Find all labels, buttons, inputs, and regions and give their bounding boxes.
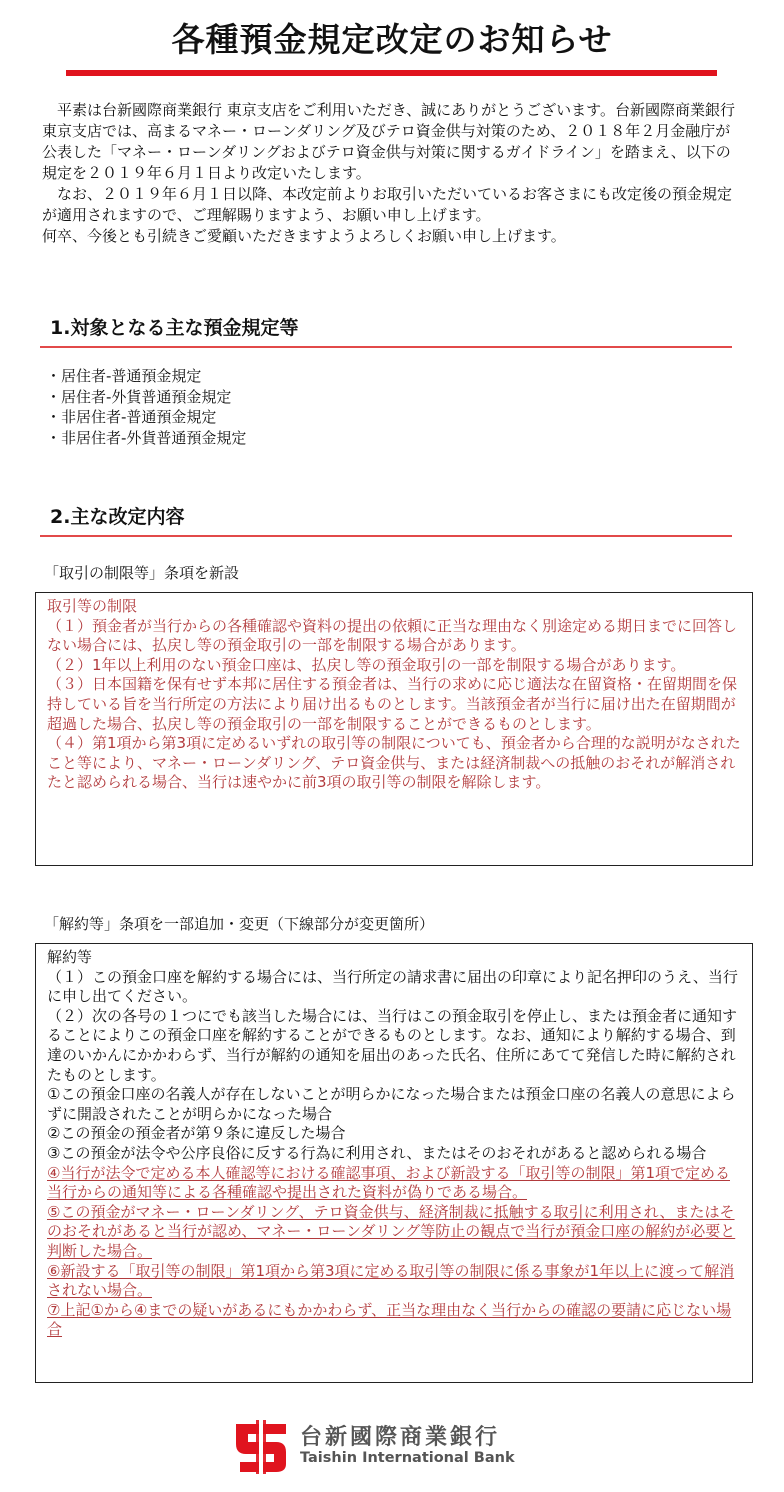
clause-2-paragraph: （２）次の各号の１つにでも該当した場合には、当行はこの預金取引を停止し、または預金者に通知することによりこの預金口座を解約することができるものとします。なお、通知により解約する場合、到達のいかんにかかわらず、当行が解約の通知を届出のあった氏名、住所にあてて発信した時に解約されたものとします。 — [47, 1006, 738, 1084]
section-2-heading: 2.主な改定内容 — [50, 506, 185, 528]
section-1-rule — [40, 346, 732, 348]
clause-1-box-title: 取引等の制限 — [47, 597, 138, 615]
changed-item — [47, 1164, 742, 1203]
clause-2-box — [35, 943, 753, 1383]
intro-paragraph: 平素は台新國際商業銀行 東京支店をご利用いただき、誠にありがとうございます。台新國際商業銀行 東京支店では、高まるマネー・ローンダリング及びテロ資金供与対策のため、２０１８年２月金融庁が公表した「マネー・ローンダリングおよびテロ資金供与対策に関するガイドライン」を踏まえ、以下の規定を２０１９年６月１日より改定いたします。 — [42, 101, 735, 182]
title-underline-bar — [66, 70, 717, 76]
list-item: ・居住者-普通預金規定 — [46, 367, 202, 385]
section-2-rule — [40, 535, 732, 537]
page-title: 各種預金規定改定のお知らせ — [171, 20, 613, 59]
intro-paragraph: 何卒、今後とも引続きご愛顧いただきますようよろしくお願い申し上げます。 — [42, 227, 566, 245]
taishin-logo-icon — [232, 1418, 290, 1474]
bank-logo — [232, 1418, 532, 1474]
section-1-heading: 1.対象となる主な預金規定等 — [50, 317, 299, 339]
changed-item-text: ⑤この預金がマネー・ローンダリング、テロ資金供与、経済制裁に抵触する取引に利用され、またはそのおそれがあると当行が認め、マネー・ローンダリング等防止の観点で当行が預金口座の解約が必要と判断した場合。 — [47, 1202, 736, 1260]
clause-2-box-title: 解約等 — [47, 948, 93, 966]
changed-item — [47, 1203, 742, 1262]
list-item: ・非居住者-普通預金規定 — [46, 408, 217, 426]
list-item: ・居住者-外貨普通預金規定 — [46, 387, 232, 406]
clause-1-paragraph: （４）第1項から第3項に定めるいずれの取引等の制限についても、預金者から合理的な説明がなされたこと等により、マネー・ローンダリング、テロ資金供与、または経済制裁への抵触のおそれが解消されたと認められる場合、当行は速やかに前3項の取引等の制限を解除します。 — [47, 734, 741, 792]
clause-1-label: 「取引の制限等」条項を新設 — [44, 564, 240, 582]
clause-1-paragraph: （１）預金者が当行からの各種確認や資料の提出の依頼に正当な理由なく別途定める期日までに回答しない場合には、払戻し等の預金取引の一部を制限する場合があります。 — [47, 616, 738, 655]
clause-2-paragraph: （１）この預金口座を解約する場合には、当行所定の請求書に届出の印章により記名押印のうえ、当行に申し出てください。 — [47, 967, 738, 1006]
clause-1-paragraph: （２）1年以上利用のない預金口座は、払戻し等の預金取引の一部を制限する場合があります。 — [47, 655, 686, 674]
intro-paragraph: なお、２０１９年６月１日以降、本改定前よりお取引いただいているお客さまにも改定後の預金規定が適用されますので、ご理解賜りますよう、お願い申し上げます。 — [42, 185, 733, 224]
target-regulations-list — [46, 366, 246, 448]
changed-item-text: ⑦上記①から④までの疑いがあるにもかかわらず、正当な理由なく当行からの確認の要請に応じない場合 — [47, 1300, 732, 1339]
changed-item — [47, 1301, 742, 1340]
clause-1-box — [35, 592, 753, 866]
changed-item-text: ⑥新設する「取引等の制限」第1項から第3項に定める取引等の制限に係る事象が1年以上に渡って解消されない場合。 — [47, 1261, 735, 1300]
bank-name-chinese: 台新國際商業銀行 — [300, 1425, 501, 1450]
list-item: ・非居住者-外貨普通預金規定 — [46, 428, 247, 447]
changed-item-text: ④当行が法令で定める本人確認等における確認事項、および新設する「取引等の制限」第1項で定める当行からの通知等による各種確認や提出された資料が偽りである場合。 — [47, 1163, 730, 1202]
clause-2-paragraph: ①この預金口座の名義人が存在しないことが明らかになった場合または預金口座の名義人の意思によらずに開設されたことが明らかになった場合 — [47, 1085, 736, 1123]
clause-2-paragraph: ②この預金の預金者が第９条に違反した場合 — [47, 1124, 346, 1143]
clause-2-paragraph: ③この預金が法令や公序良俗に反する行為に利用され、またはそのおそれがあると認められる場合 — [47, 1143, 707, 1162]
clause-1-paragraph: （３）日本国籍を保有せず本邦に居住する預金者は、当行の求めに応じ適法な在留資格・在留期間を保持している旨を当行所定の方法により届け出るものとします。当該預金者が当行に届け出た在留期間が超過した場合、払戻し等の預金取引の一部を制限することができるものとします。 — [47, 675, 738, 733]
intro-text — [42, 100, 742, 247]
changed-item — [47, 1262, 742, 1301]
bank-name-english: Taishin International Bank — [300, 1450, 515, 1466]
clause-2-label: 「解約等」条項を一部追加・変更（下線部分が変更箇所） — [44, 915, 435, 933]
